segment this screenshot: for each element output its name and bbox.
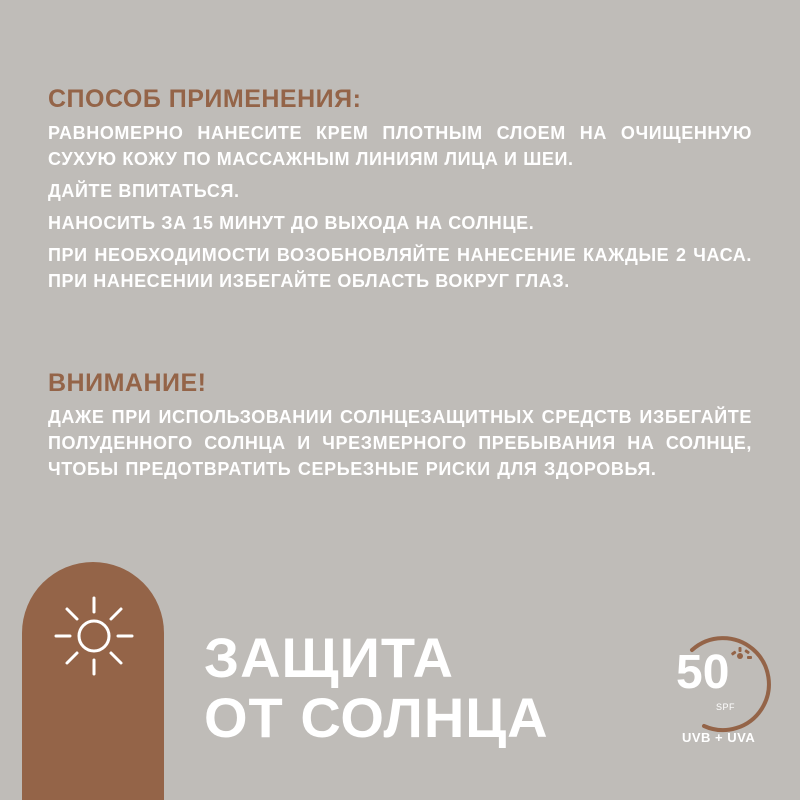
warning-heading: ВНИМАНИЕ! [48, 369, 207, 397]
sun-icon [50, 592, 138, 680]
title-line-1: ЗАЩИТА [204, 626, 454, 689]
method-step-4: ПРИ НЕОБХОДИМОСТИ ВОЗОБНОВЛЯЙТЕ НАНЕСЕНИЕ КАЖДЫЕ 2 ЧАСА. ПРИ НАНЕСЕНИИ ИЗБЕГАЙТЕ ОБЛАСТЬ ВОКРУГ ГЛАЗ. [48, 245, 752, 291]
warning-text: ДАЖЕ ПРИ ИСПОЛЬЗОВАНИИ СОЛНЦЕЗАЩИТНЫХ СРЕДСТВ ИЗБЕГАЙТЕ ПОЛУДЕННОГО СОЛНЦА И ЧРЕЗМЕРНОГО ПРЕБЫВАНИЯ НА СОЛНЦЕ, ЧТОБЫ ПРЕДОТВРАТИТЬ СЕРЬЕЗНЫЕ РИСКИ ДЛЯ ЗДОРОВЬЯ. [48, 407, 752, 479]
spf-unit: SPF [716, 702, 736, 712]
method-step-2: ДАЙТЕ ВПИТАТЬСЯ. [48, 181, 240, 201]
method-step-3: НАНОСИТЬ ЗА 15 МИНУТ ДО ВЫХОДА НА СОЛНЦЕ. [48, 213, 535, 233]
method-section [48, 84, 752, 294]
spf-badge [668, 630, 778, 746]
spf-value: 50 [676, 646, 730, 699]
main-title [204, 628, 549, 748]
warning-section [48, 368, 752, 482]
uv-label: UVB + UVA [682, 730, 756, 745]
title-line-2: ОТ СОЛНЦА [204, 686, 549, 749]
method-step-1: РАВНОМЕРНО НАНЕСИТЕ КРЕМ ПЛОТНЫМ СЛОЕМ НА ОЧИЩЕННУЮ СУХУЮ КОЖУ ПО МАССАЖНЫМ ЛИНИЯМ ЛИЦА И ШЕИ. [48, 123, 752, 169]
method-heading: СПОСОБ ПРИМЕНЕНИЯ: [48, 85, 362, 113]
